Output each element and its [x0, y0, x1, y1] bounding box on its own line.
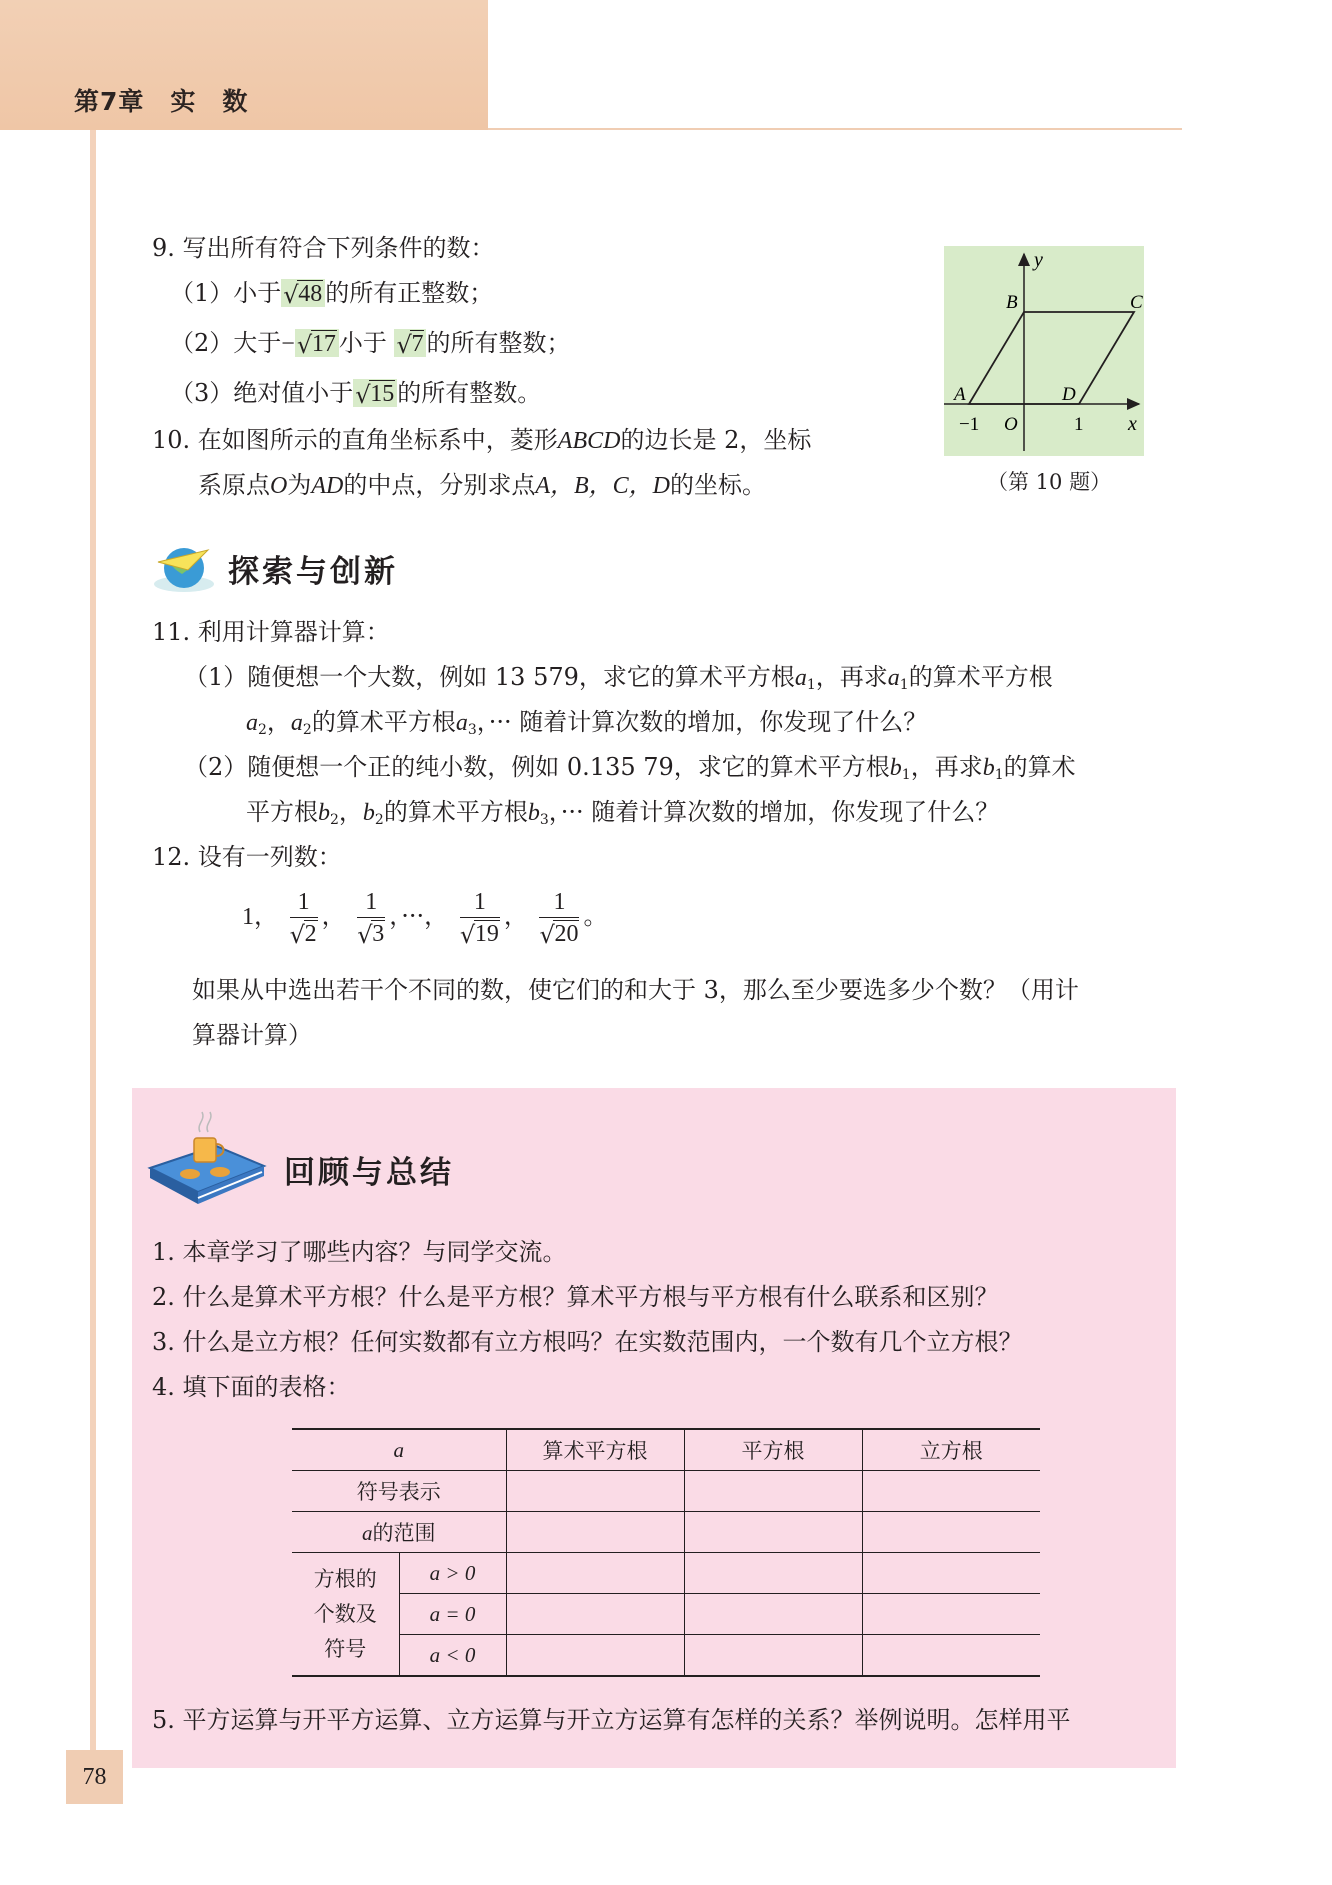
q11-part1-line2: [246, 706, 927, 746]
q9-part1-pre: （1）小于: [170, 279, 282, 307]
q9-radicand-17: 17: [311, 331, 336, 357]
q9-radicand-15: 15: [370, 381, 395, 407]
q10-line2-text-b: 为: [287, 471, 312, 499]
radicand-20: 20: [554, 920, 579, 947]
seq-ellipsis: ，···，: [389, 902, 449, 930]
margin-rule: [90, 130, 96, 1755]
q11-p2-l2-text-d: ，··· 随着计算次数的增加，你发现了什么？: [548, 798, 1000, 826]
review-table: [292, 1428, 1040, 1677]
sub-2: 2: [330, 812, 339, 828]
table-cell: [506, 1512, 684, 1553]
label-y: y: [1034, 249, 1043, 271]
q9-part2-mid: 小于: [338, 329, 387, 357]
q10-line2-text-d: 的坐标。: [670, 471, 767, 499]
table-row: [292, 1635, 1040, 1677]
table-row: [292, 1471, 1040, 1512]
q10-line2-text-c: 的中点，分别求点: [343, 471, 536, 499]
q9-part2: [170, 327, 570, 360]
cond-a-zero: a = 0: [399, 1594, 506, 1635]
seq-separator: ，: [503, 902, 528, 930]
q11-p2-l2-text-b: ，: [338, 798, 363, 826]
table-cell: [684, 1594, 862, 1635]
q9-part2-radical-1: √ 17: [295, 329, 339, 357]
label-b: B: [1006, 292, 1018, 313]
q12-body-line2: 算器计算）: [192, 1021, 312, 1049]
q10-rhombus-name: ABCD: [557, 428, 621, 454]
var-a: a: [290, 710, 303, 736]
sub-2: 2: [302, 722, 312, 738]
q11-p2-l1-text-c: 的算术: [1003, 753, 1076, 781]
sub-1: 1: [806, 677, 816, 693]
review-item-2: 2. 什么是算术平方根？什么是平方根？算术平方根与平方根有什么联系和区别？: [152, 1283, 999, 1311]
q9-part2-minus: −: [281, 331, 295, 357]
frac-numerator: 1: [539, 887, 579, 918]
var-a: a: [246, 710, 258, 736]
review-title: 回顾与总结: [284, 1155, 454, 1191]
q9-part1: [170, 277, 493, 310]
row-symbol-label: 符号表示: [292, 1471, 506, 1512]
q11-part1-line1: [184, 661, 1053, 701]
review-item-5: 5. 平方运算与开平方运算、立方运算与开立方运算有怎样的关系？举例说明。怎样用平: [152, 1706, 1071, 1734]
table-cell: [862, 1635, 1040, 1677]
sub-3: 3: [467, 722, 477, 738]
page-number: 78: [66, 1750, 123, 1804]
var-b: b: [527, 800, 540, 826]
sub-2: 2: [374, 812, 384, 828]
q11-part2-line2: [246, 796, 999, 836]
group-label-line1: 方根的: [313, 1566, 377, 1591]
fraction-1-over-sqrt20: 1 √ 20: [539, 888, 579, 949]
q10-line1: [152, 424, 811, 457]
review-item-1: 1. 本章学习了哪些内容？与同学交流。: [152, 1238, 567, 1266]
frac-numerator: 1: [357, 887, 385, 918]
q11-stem: 11. 利用计算器计算：: [152, 618, 390, 646]
var-b: b: [362, 800, 375, 826]
group-label-line3: 符号: [324, 1636, 367, 1661]
var-a: a: [362, 1521, 373, 1545]
seq-separator: ，: [321, 902, 346, 930]
tick-neg1: −1: [959, 414, 980, 435]
sub-2: 2: [258, 722, 267, 738]
rhombus-abcd: [969, 312, 1134, 404]
table-row: [292, 1512, 1040, 1553]
sub-1: 1: [994, 767, 1004, 783]
table-cell: [506, 1471, 684, 1512]
q10-line2-text-a: 系原点: [198, 471, 270, 499]
row-range-text: 的范围: [372, 1521, 436, 1545]
q12-body-line1: 如果从中选出若干个不同的数，使它们的和大于 3，那么至少要选多少个数？（用计: [192, 976, 1079, 1004]
table-cell: [684, 1471, 862, 1512]
label-o: O: [1004, 414, 1018, 435]
var-a: a: [794, 665, 807, 691]
q11-p1-l2-text-c: ，··· 随着计算次数的增加，你发现了什么？: [476, 708, 928, 736]
row-range-label: [292, 1512, 506, 1553]
label-a: A: [954, 384, 966, 405]
sub-3: 3: [539, 812, 549, 828]
fraction-1-over-sqrt3: 1 √ 3: [357, 888, 385, 949]
sub-1: 1: [901, 767, 911, 783]
q11-p2-l2-text-a: 平方根: [246, 798, 318, 826]
table-cell: [684, 1553, 862, 1594]
q9-part2-post: 的所有整数；: [426, 329, 571, 357]
seq-end: 。: [583, 902, 608, 930]
review-item-3: 3. 什么是立方根？任何实数都有立方根吗？在实数范围内，一个数有几个立方根？: [152, 1328, 1023, 1356]
table-row: [292, 1594, 1040, 1635]
seq-first-term: 1，: [242, 904, 278, 930]
header-a: a: [292, 1429, 506, 1471]
table-row: [292, 1553, 1040, 1594]
var-a: a: [455, 710, 468, 736]
header-square-root: 平方根: [684, 1429, 862, 1471]
explore-globe-icon: [148, 540, 220, 596]
q9-part1-post: 的所有正整数；: [325, 279, 494, 307]
q9-part3-radical: √ 15: [353, 379, 397, 407]
q11-p1-l1-text-b: ，再求: [815, 663, 888, 691]
header-arithmetic-root: 算术平方根: [506, 1429, 684, 1471]
q10-figure-caption: （第 10 题）: [987, 470, 1112, 494]
q11-p1-l2-text-b: 的算术平方根: [311, 708, 456, 736]
header-rule: [488, 128, 1182, 130]
radicand-2: 2: [304, 920, 317, 947]
header-cube-root: 立方根: [862, 1429, 1040, 1471]
table-cell: [862, 1553, 1040, 1594]
q9-part3: [170, 377, 541, 410]
radicand-19: 19: [474, 920, 499, 947]
q9-part1-radical: √ 48: [281, 279, 325, 307]
q9-radicand-48: 48: [298, 281, 323, 307]
q11-p1-l2-text-a: ，: [266, 708, 291, 736]
q10-line1-text-a: 10. 在如图所示的直角坐标系中，菱形: [152, 426, 558, 454]
q9-part2-radical-2: √ 7: [394, 329, 426, 357]
q11-p2-l1-text-a: （2）随便想一个正的纯小数，例如 0.135 79，求它的算术平方根: [184, 753, 890, 781]
q12-stem: 12. 设有一列数：: [152, 843, 342, 871]
fraction-1-over-sqrt2: 1 √ 2: [289, 888, 317, 949]
table-cell: [684, 1635, 862, 1677]
table-cell: [506, 1553, 684, 1594]
review-item-4: 4. 填下面的表格：: [152, 1373, 351, 1401]
q11-p2-l1-text-b: ，再求: [910, 753, 983, 781]
tick-1: 1: [1074, 414, 1084, 435]
q11-p1-l1-text-a: （1）随便想一个大数，例如 13 579，求它的算术平方根: [184, 663, 795, 691]
row-group-label: [292, 1553, 399, 1677]
label-x: x: [1128, 413, 1137, 435]
cond-a-positive: a > 0: [399, 1553, 506, 1594]
review-book-cup-icon: [146, 1108, 270, 1212]
frac-numerator: 1: [460, 887, 500, 918]
q9-stem: 9. 写出所有符合下列条件的数：: [152, 234, 495, 262]
table-header-row: [292, 1429, 1040, 1471]
frac-numerator: 1: [290, 887, 318, 918]
table-cell: [506, 1635, 684, 1677]
q10-line1-text-c: 的边长是 2，坐标: [620, 426, 812, 454]
cond-a-negative: a < 0: [399, 1635, 506, 1677]
q9-part2-pre: （2）大于: [170, 329, 282, 357]
q10-line2: [198, 469, 766, 502]
q10-origin-var: O: [270, 473, 288, 499]
q12-sequence: [242, 886, 607, 949]
label-c: C: [1130, 292, 1143, 313]
table-cell: [684, 1512, 862, 1553]
table-cell: [862, 1471, 1040, 1512]
q10-segment-ad: AD: [311, 473, 344, 499]
table-cell: [862, 1594, 1040, 1635]
group-label-line2: 个数及: [313, 1601, 377, 1626]
q9-part3-pre: （3）绝对值小于: [170, 379, 354, 407]
var-b: b: [889, 755, 902, 781]
table-cell: [862, 1512, 1040, 1553]
q11-p1-l1-text-c: 的算术平方根: [908, 663, 1053, 691]
q10-points: A，B，C，D: [535, 473, 671, 499]
section-explore-title: 探索与创新: [228, 554, 398, 590]
sub-1: 1: [899, 677, 909, 693]
radicand-3: 3: [372, 920, 385, 947]
q11-part2-line1: [184, 751, 1076, 791]
var-b: b: [982, 755, 995, 781]
table-cell: [506, 1594, 684, 1635]
var-b: b: [318, 800, 330, 826]
q9-part3-post: 的所有整数。: [397, 379, 542, 407]
label-d: D: [1062, 384, 1076, 405]
q9-radicand-7: 7: [411, 331, 424, 357]
var-a: a: [887, 665, 900, 691]
q10-figure: [944, 246, 1144, 456]
fraction-1-over-sqrt19: 1 √ 19: [459, 888, 499, 949]
chapter-title: 第7章 实 数: [74, 87, 249, 116]
q11-p2-l2-text-c: 的算术平方根: [383, 798, 528, 826]
